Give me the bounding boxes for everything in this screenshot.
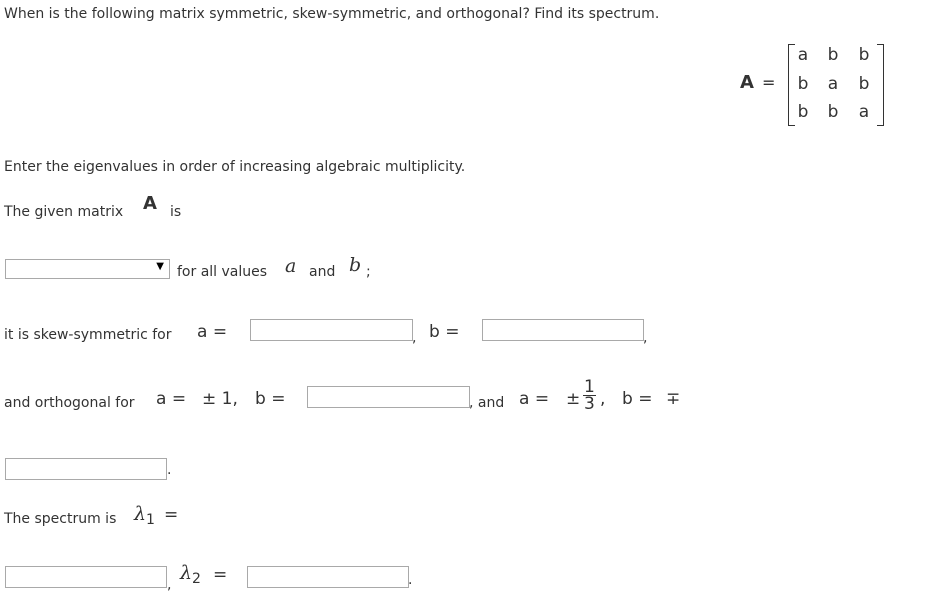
lambda2 — [180, 562, 201, 587]
spectrum-period: . — [408, 572, 413, 588]
question-text: When is the following matrix symmetric, skew-symmetric, and orthogonal? Find its spectrum. — [4, 6, 660, 22]
matrix-right-bracket — [877, 44, 884, 126]
orthogonal-b1-input[interactable] — [307, 386, 470, 408]
skew-b-input[interactable] — [482, 319, 644, 341]
symmetric-text: for all values — [177, 264, 268, 280]
fraction-denominator: 3 — [584, 394, 595, 414]
orthogonal-pm2: ± — [566, 389, 581, 409]
matrix-cell: b — [858, 45, 870, 65]
matrix-cell: b — [827, 102, 839, 122]
orthogonal-frac-comma: , — [600, 389, 606, 409]
symmetric-semicolon: ; — [366, 264, 371, 280]
matrix-name: A — [740, 72, 754, 93]
lambda2-symbol: λ — [180, 562, 193, 584]
lambda1-subscript: 1 — [146, 511, 155, 528]
orthogonal-b2-label: b = — [622, 389, 653, 409]
instruction-text: Enter the eigenvalues in order of increasing algebraic multiplicity. — [4, 159, 466, 175]
symmetric-a: a — [285, 255, 297, 277]
spectrum-comma: , — [167, 577, 172, 593]
lambda1 — [134, 503, 155, 528]
lambda1-symbol: λ — [134, 503, 147, 525]
orthogonal-pm1: ± 1, — [202, 389, 238, 409]
matrix-cell: a — [827, 74, 839, 94]
matrix-cell: a — [858, 102, 870, 122]
chevron-down-icon: ▼ — [156, 261, 164, 272]
orthogonal-b-label: b = — [255, 389, 286, 409]
matrix-cell: b — [797, 102, 809, 122]
skew-text: it is skew-symmetric for — [4, 327, 172, 343]
orthogonal-a2-label: a = — [519, 389, 550, 409]
orthogonal-and: , and — [469, 395, 505, 411]
skew-a-input[interactable] — [250, 319, 413, 341]
orthogonal-b2-input[interactable] — [5, 458, 167, 480]
lambda1-input[interactable] — [5, 566, 167, 588]
orthogonal-mp: ∓ — [666, 389, 681, 409]
matrix-A — [788, 44, 884, 128]
symmetric-b: b — [349, 254, 362, 276]
symmetric-select[interactable] — [5, 259, 170, 279]
orthogonal-a-label: a = — [156, 389, 187, 409]
skew-comma1: , — [412, 330, 417, 346]
orthogonal-text: and orthogonal for — [4, 395, 135, 411]
given-symbol: A — [143, 193, 157, 214]
skew-b-label: b = — [429, 322, 460, 342]
spectrum-text: The spectrum is — [4, 511, 117, 527]
matrix-cell: b — [858, 74, 870, 94]
lambda2-subscript: 2 — [192, 570, 201, 587]
fraction-one-third — [583, 379, 596, 412]
symmetric-and: and — [309, 264, 336, 280]
lambda1-equals: = — [164, 505, 179, 525]
given-text: The given matrix — [4, 204, 124, 220]
lambda2-input[interactable] — [247, 566, 409, 588]
skew-a-label: a = — [197, 322, 228, 342]
orthogonal-period: . — [167, 462, 172, 478]
matrix-cell: a — [797, 45, 809, 65]
lambda2-equals: = — [213, 565, 228, 585]
given-is: is — [170, 204, 182, 220]
fraction-numerator: 1 — [584, 377, 595, 397]
matrix-cell: b — [827, 45, 839, 65]
matrix-equals: = — [762, 73, 776, 92]
matrix-cell: b — [797, 74, 809, 94]
skew-comma2: , — [643, 330, 648, 346]
